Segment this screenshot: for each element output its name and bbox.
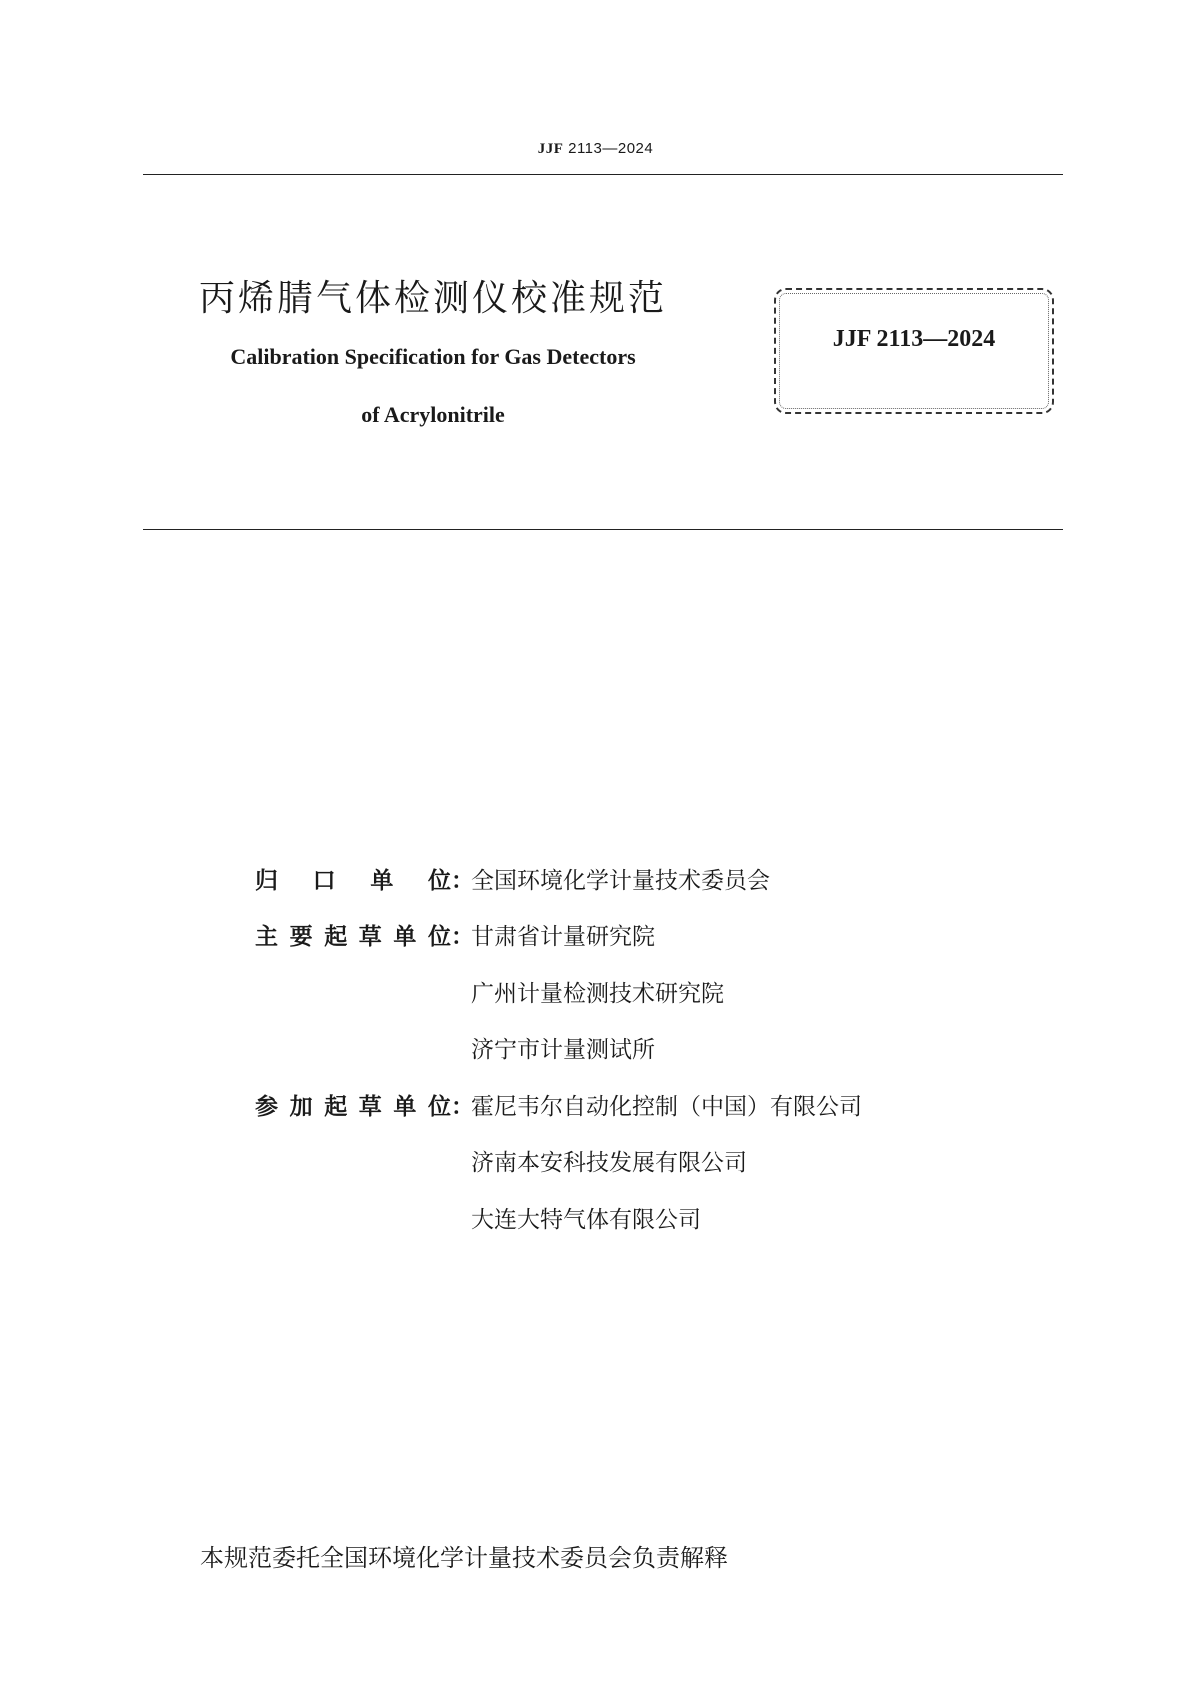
label-participating-drafter: 参加起草单位	[255, 1093, 451, 1120]
org-row-participating-2	[255, 1133, 1055, 1190]
header-standard-code	[0, 140, 1191, 158]
org-row-main-3	[255, 1020, 1055, 1077]
main-drafter-1: 甘肃省计量研究院	[471, 924, 655, 951]
header-code-number: 2113—2024	[568, 140, 654, 157]
title-chinese: 丙烯腈气体检测仪校准规范	[198, 278, 667, 319]
org-row-participating-3	[255, 1189, 1055, 1246]
participating-drafter-3: 大连大特气体有限公司	[471, 1206, 701, 1233]
standard-code-frame	[774, 288, 1054, 414]
centralized-unit: 全国环境化学计量技术委员会	[471, 867, 770, 894]
org-row-main	[255, 907, 1055, 964]
main-drafter-2: 广州计量检测技术研究院	[471, 980, 724, 1007]
middle-rule	[143, 529, 1063, 530]
drafting-organizations	[255, 850, 1055, 1246]
colon: ：	[451, 1093, 474, 1120]
org-row-participating	[255, 1076, 1055, 1133]
main-drafter-3: 济宁市计量测试所	[471, 1037, 655, 1064]
org-row-main-2	[255, 963, 1055, 1020]
participating-drafter-2: 济南本安科技发展有限公司	[471, 1150, 747, 1177]
interpretation-note: 本规范委托全国环境化学计量技术委员会负责解释	[200, 1544, 728, 1572]
top-rule	[143, 174, 1063, 175]
colon: ：	[451, 867, 474, 894]
label-centralized-unit: 归 口 单 位	[255, 867, 451, 894]
colon: ：	[451, 924, 474, 951]
title-english-line2: of Acrylonitrile	[361, 402, 505, 427]
title-english-line1: Calibration Specification for Gas Detectors	[230, 344, 636, 369]
header-code-prefix: JJF	[537, 141, 564, 157]
frame-standard-code: JJF 2113—2024	[832, 325, 996, 352]
label-main-drafter: 主要起草单位	[255, 924, 451, 951]
org-row-centralized	[255, 850, 1055, 907]
participating-drafter-1: 霍尼韦尔自动化控制（中国）有限公司	[471, 1093, 862, 1120]
